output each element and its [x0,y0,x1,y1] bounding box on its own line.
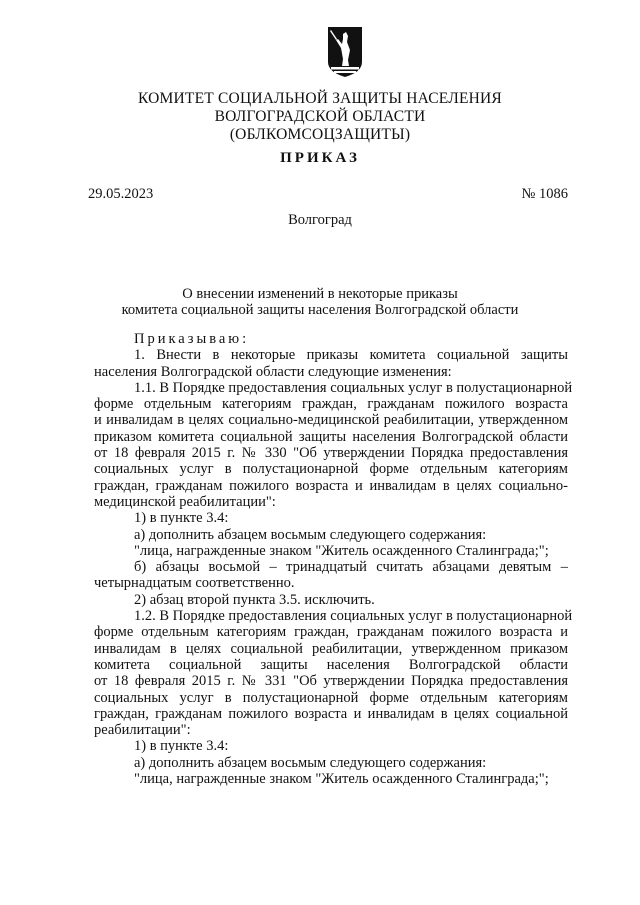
body-line: форме отдельным категориям граждан, гражданам пожилого возраста [94,396,568,413]
body-line: и инвалидам в целях социально-медицинской реабилитации, утвержденном [94,412,568,429]
body-line: 2) абзац второй пункта 3.5. исключить. [134,591,375,608]
body-line: 1.1. В Порядке предоставления социальных услуг в полустационарной [134,379,573,396]
body-line: четырнадцатым соответственно. [94,575,295,592]
body-line: 1.2. В Порядке предоставления социальных услуг в полустационарной [134,608,573,625]
body-line: приказом комитета социальной защиты населения Волгоградской области [94,428,568,445]
org-line-2: ВОЛГОГРАДСКОЙ ОБЛАСТИ [214,108,426,125]
body-line: 1) в пункте 3.4: [134,510,229,527]
order-intro: Приказываю: [134,331,250,347]
body-line: инвалидам в целях социальной реабилитации, утвержденном приказом [94,640,568,657]
body-line: б) абзацы восьмой – тринадцатый считать абзацами девятым – [134,559,568,576]
body-line: а) дополнить абзацем восьмым следующего содержания: [134,754,487,771]
org-line-3: (ОБЛКОМСОЦЗАЩИТЫ) [229,126,411,143]
body-line: граждан, гражданам пожилого возраста и инвалидам в целях социальной [94,705,568,722]
order-date: 29.05.2023 [88,186,154,202]
order-city: Волгоград [288,212,352,228]
body-line: социальных услуг в полустационарной форме отдельным категориям [94,461,568,478]
document-type: ПРИКАЗ [280,150,360,166]
volgograd-coat-of-arms-icon [327,26,363,78]
body-line: а) дополнить абзацем восьмым следующего содержания: [134,526,487,543]
body-line: от 18 февраля 2015 г. № 330 "Об утверждении Порядка предоставления [94,445,568,462]
body-line: граждан, гражданам пожилого возраста и инвалидам в целях социально- [94,477,568,494]
body-line: реабилитации": [94,722,191,739]
body-line: 1. Внести в некоторые приказы комитета социальной защиты [134,347,568,364]
body-line: форме отдельным категориям граждан, гражданам пожилого возраста и [94,624,568,641]
order-number: № 1086 [521,186,568,202]
body-line: 1) в пункте 3.4: [134,738,229,755]
body-line: от 18 февраля 2015 г. № 331 "Об утверждении Порядка предоставления [94,673,568,690]
order-body [94,331,573,788]
organization-name [0,90,640,144]
subject-line-2: комитета социальной защиты населения Волгоградской области [121,302,519,318]
subject-line-1: О внесении изменений в некоторые приказы [182,286,458,302]
body-line: "лица, награжденные знаком "Житель осажденного Сталинграда;"; [134,542,549,559]
body-line: населения Волгоградской области следующие изменения: [94,363,452,380]
body-line: медицинской реабилитации": [94,493,276,510]
body-line: социальных услуг в полустационарной форме отдельным категориям [94,689,568,706]
body-line: комитета социальной защиты населения Волгоградской области [94,656,568,673]
body-line: "лица, награжденные знаком "Житель осажденного Сталинграда;"; [134,771,549,788]
order-subject [0,286,640,318]
org-line-1: КОМИТЕТ СОЦИАЛЬНОЙ ЗАЩИТЫ НАСЕЛЕНИЯ [138,90,502,107]
